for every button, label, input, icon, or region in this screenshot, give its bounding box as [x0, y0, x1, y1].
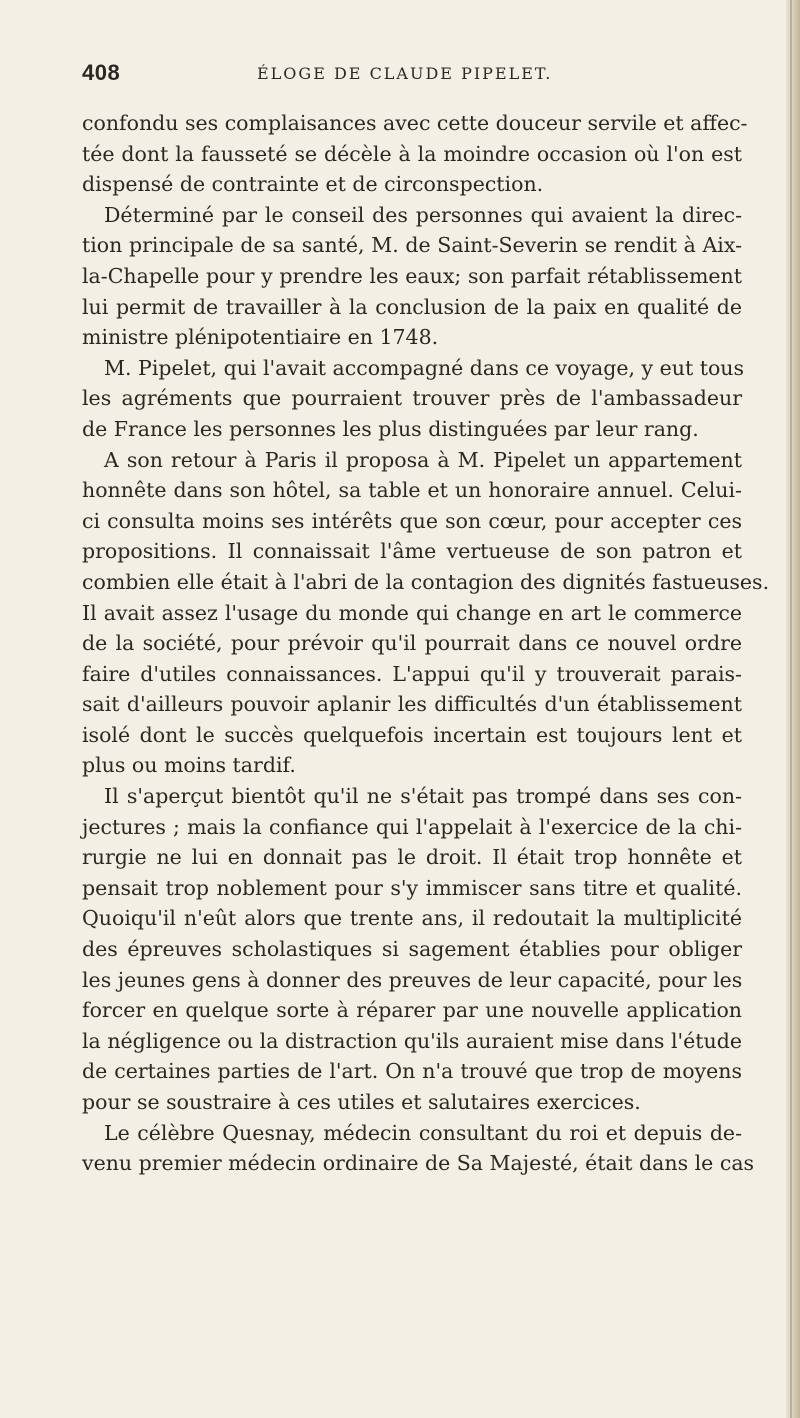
text-line: des épreuves scholastiques si sagement établies pour obliger [82, 937, 742, 962]
text-line: confondu ses complaisances avec cette douceur servile et affec- [82, 111, 748, 135]
text-line: honnête dans son hôtel, sa table et un honoraire annuel. Celui- [82, 478, 742, 503]
text-line: de la société, pour prévoir qu'il pourrait dans ce nouvel ordre [82, 631, 742, 656]
text-line: ci consulta moins ses intérêts que son cœur, pour accepter ces [82, 508, 742, 533]
text-line: sait d'ailleurs pouvoir aplanir les difficultés d'un établissement [82, 692, 742, 717]
text-line: Quoiqu'il n'eût alors que trente ans, il redoutait la multiplicité [82, 906, 742, 931]
text-line: rurgie ne lui en donnait pas le droit. Il était trop honnête et [82, 845, 742, 870]
text-line: jectures ; mais la confiance qui l'appelait à l'exercice de la chi- [82, 814, 742, 839]
page-number: 408 [82, 60, 121, 85]
text-line: ministre plénipotentiaire en 1748. [82, 325, 439, 350]
text-line: de certaines parties de l'art. On n'a trouvé que trop de moyens [82, 1059, 742, 1084]
text-line: dispensé de contrainte et de circonspection. [82, 172, 544, 197]
page-header [82, 60, 742, 90]
text-line: isolé dont le succès quelquefois incertain est toujours lent et [82, 722, 742, 747]
running-title: ÉLOGE DE CLAUDE PIPELET. [257, 64, 553, 83]
text-line: combien elle était à l'abri de la contagion des dignités fastueuses. [82, 569, 770, 594]
body-text [82, 108, 770, 1179]
text-line: forcer en quelque sorte à réparer par une nouvelle application [82, 998, 742, 1023]
text-line: la négligence ou la distraction qu'ils auraient mise dans l'étude [82, 1028, 742, 1053]
text-line: lui permit de travailler à la conclusion de la paix en qualité de [82, 294, 742, 319]
text-line: tion principale de sa santé, M. de Saint-Severin se rendit à Aix- [82, 233, 742, 258]
text-line: les agréments que pourraient trouver près de l'ambassadeur [82, 386, 742, 411]
text-line: de France les personnes les plus distinguées par leur rang. [82, 416, 699, 441]
text-line: Le célèbre Quesnay, médecin consultant du roi et depuis de- [104, 1120, 742, 1145]
text-line: plus ou moins tardif. [82, 753, 296, 778]
text-line: A son retour à Paris il proposa à M. Pipelet un appartement [104, 447, 742, 472]
text-line: faire d'utiles connaissances. L'appui qu'il y trouverait parais- [82, 661, 742, 686]
text-line: tée dont la fausseté se décèle à la moindre occasion où l'on est [82, 141, 742, 166]
text-line: Il s'aperçut bientôt qu'il ne s'était pas trompé dans ses con- [104, 784, 742, 809]
text-line: pensait trop noblement pour s'y immiscer sans titre et qualité. [82, 875, 742, 900]
text-line: M. Pipelet, qui l'avait accompagné dans ce voyage, y eut tous [104, 355, 745, 380]
text-line: propositions. Il connaissait l'âme vertueuse de son patron et [82, 539, 742, 564]
page-edge-shadow [786, 0, 800, 1418]
page-edge-line [790, 0, 792, 1418]
text-line: Il avait assez l'usage du monde qui change en art le commerce [82, 600, 742, 625]
text-line: la-Chapelle pour y prendre les eaux; son parfait rétablissement [82, 263, 742, 288]
text-line: pour se soustraire à ces utiles et salutaires exercices. [82, 1090, 641, 1114]
text-line: venu premier médecin ordinaire de Sa Majesté, était dans le cas [82, 1151, 755, 1176]
text-line: Déterminé par le conseil des personnes qui avaient la direc- [104, 202, 742, 227]
text-line: les jeunes gens à donner des preuves de leur capacité, pour les [82, 967, 743, 992]
